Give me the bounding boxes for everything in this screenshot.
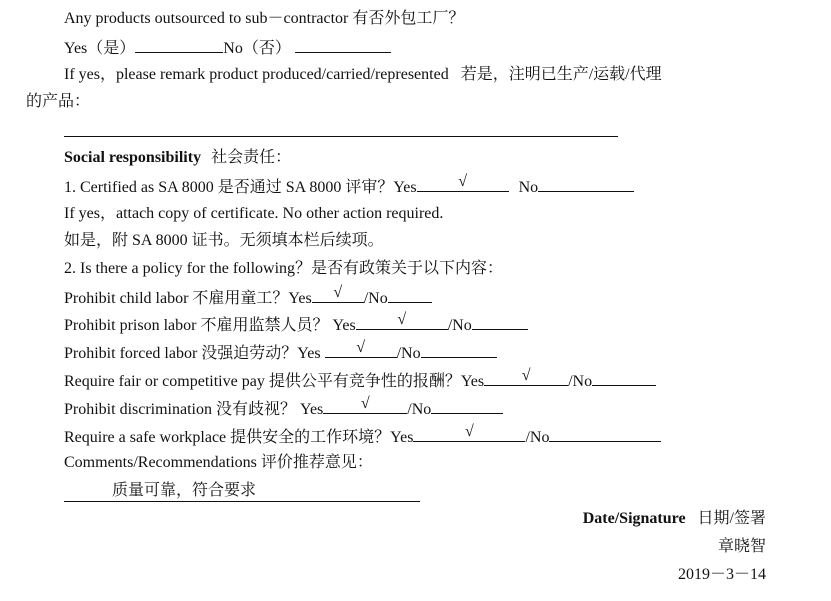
remark-cn: 若是，注明已生产/运载/代理: [460, 66, 662, 83]
policy-yes-field[interactable]: [413, 425, 525, 442]
policy-row-discrimination: [64, 397, 503, 421]
social-heading-row: [64, 147, 291, 169]
policy-label: Require fair or competitive pay 提供公平有竞争性的报酬？Yes: [64, 373, 485, 390]
outsource-no-field[interactable]: [295, 36, 391, 53]
policy-no-field[interactable]: [388, 286, 432, 303]
remark-en: If yes，please remark product produced/carried/represented: [64, 66, 449, 83]
signature-label-cn: 日期/签署: [697, 510, 766, 527]
check-mark: √: [458, 173, 468, 190]
policy-no-label: /No: [568, 373, 593, 390]
policy-label: Require a safe workplace 提供安全的工作环境？Yes: [64, 429, 414, 446]
sa8000-row: [64, 175, 634, 199]
comments-label: Comments/Recommendations 评价推荐意见：: [64, 454, 373, 471]
policy-no-field[interactable]: [592, 369, 656, 386]
no-label: No（否）: [223, 40, 291, 57]
policy-no-field[interactable]: [431, 397, 503, 414]
policy-yes-field[interactable]: [312, 286, 364, 303]
policy-no-label: /No: [525, 429, 550, 446]
policy-yes-field[interactable]: [323, 397, 407, 414]
policy-row-fair-pay: [64, 369, 656, 393]
policy-row-child-labor: [64, 286, 432, 310]
policy-no-label: /No: [363, 290, 388, 307]
policy-label: Prohibit discrimination 没有歧视？ Yes: [64, 401, 324, 418]
outsource-question: Any products outsourced to sub－contractor 有否外包工厂？: [64, 10, 465, 27]
signature-label: Date/Signature: [582, 510, 686, 527]
policy-yes-field[interactable]: [325, 341, 397, 358]
policy-row-prison-labor: [64, 313, 528, 337]
remark-answer-line[interactable]: [64, 136, 618, 137]
policy-no-field[interactable]: [549, 425, 661, 442]
remark-cn-continued: 的产品：: [26, 93, 91, 110]
sa8000-yes-field[interactable]: [417, 175, 509, 192]
policy-no-label: /No: [407, 401, 432, 418]
policy-label: Prohibit child labor 不雇用童工？Yes: [64, 290, 312, 307]
outsource-remark-row: [64, 64, 662, 86]
policy-no-label: /No: [396, 345, 421, 362]
sa8000-note-en: If yes，attach copy of certificate. No other action required.: [64, 205, 444, 222]
check-mark: √: [521, 367, 531, 384]
policy-no-field[interactable]: [421, 341, 497, 358]
yes-label: Yes（是）: [64, 40, 136, 57]
policy-label: Prohibit forced labor 没强迫劳动？Yes: [64, 345, 325, 362]
signature-label-row: [583, 508, 766, 530]
policy-label: Prohibit prison labor 不雇用监禁人员？ Yes: [64, 317, 356, 334]
policy-row-forced-labor: [64, 341, 497, 365]
policy-yes-field[interactable]: [484, 369, 568, 386]
signature-name: 章晓智: [717, 538, 766, 555]
policy-no-field[interactable]: [472, 313, 528, 330]
check-mark: √: [333, 284, 343, 301]
social-heading: Social responsibility: [64, 149, 202, 166]
social-heading-cn: 社会责任：: [211, 149, 292, 166]
sa8000-question: 1. Certified as SA 8000 是否通过 SA 8000 评审？Yes: [64, 179, 417, 196]
policy-question: 2. Is there a policy for the following？是否有政策关于以下内容：: [64, 260, 504, 277]
check-mark: √: [356, 339, 365, 356]
sa8000-no-label: No: [518, 179, 539, 196]
check-mark: √: [360, 395, 370, 412]
outsource-answer-row: [64, 36, 391, 60]
comments-value: 质量可靠，符合要求: [112, 482, 257, 499]
signature-date: 2019－3－14: [677, 566, 766, 583]
sa8000-note-cn: 如是，附 SA 8000 证书。无须填本栏后续项。: [64, 232, 384, 249]
policy-yes-field[interactable]: [356, 313, 448, 330]
comments-field[interactable]: [64, 480, 420, 502]
check-mark: √: [397, 311, 407, 328]
sa8000-no-field[interactable]: [538, 175, 634, 192]
check-mark: √: [465, 423, 474, 440]
outsource-yes-field[interactable]: [135, 36, 223, 53]
policy-no-label: /No: [447, 317, 472, 334]
policy-row-safe-workplace: [64, 425, 661, 449]
